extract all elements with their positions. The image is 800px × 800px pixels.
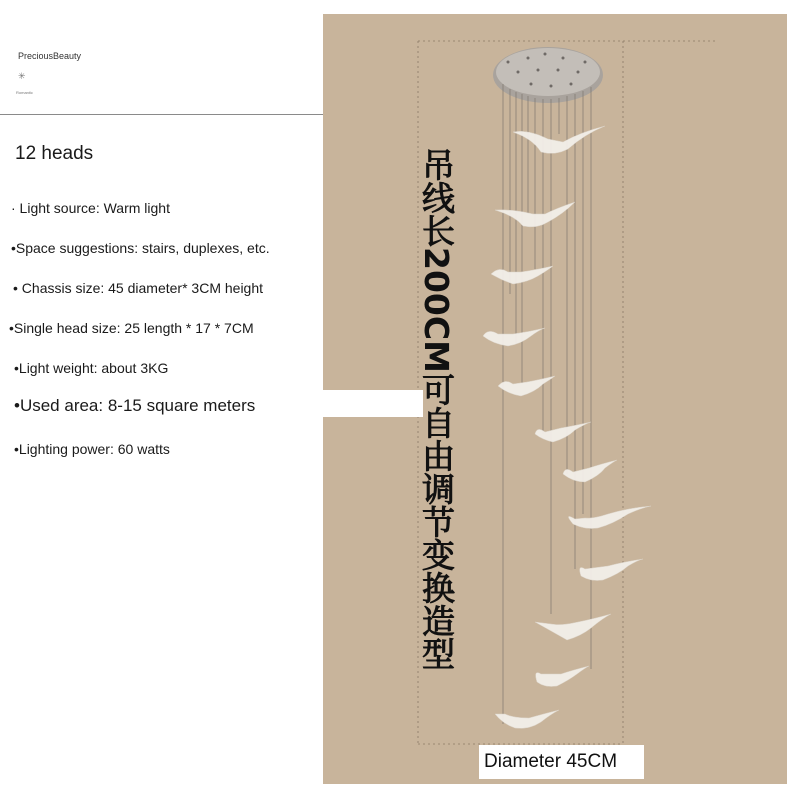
bird-6 bbox=[535, 422, 591, 442]
vertical-caption: 吊线长200CM可自由调节变换造型 bbox=[417, 148, 456, 670]
bird-10 bbox=[535, 614, 611, 640]
white-overlay-band bbox=[323, 390, 423, 417]
brand-logo-icon: ✳ bbox=[18, 71, 26, 81]
bird-4 bbox=[483, 328, 545, 346]
spec-used-area: •Used area: 8-15 square meters bbox=[14, 396, 256, 415]
bird-9 bbox=[580, 559, 643, 581]
spec-light-source: · Light source: Warm light bbox=[11, 200, 170, 216]
bird-7 bbox=[563, 460, 617, 482]
spec-weight: •Light weight: about 3KG bbox=[14, 360, 169, 376]
heads-title: 12 heads bbox=[15, 143, 94, 164]
spec-space-suggestions: •Space suggestions: stairs, duplexes, etc. bbox=[11, 240, 270, 256]
bird-5 bbox=[498, 376, 555, 396]
spec-power: •Lighting power: 60 watts bbox=[14, 441, 170, 457]
header-divider bbox=[0, 114, 323, 115]
bird-8 bbox=[568, 506, 651, 529]
canopy-top bbox=[496, 48, 600, 96]
brand-subtitle: Romantic bbox=[16, 90, 33, 95]
spec-chassis-size: • Chassis size: 45 diameter* 3CM height bbox=[13, 280, 264, 296]
brand-name: PreciousBeauty bbox=[18, 51, 82, 61]
diameter-label: Diameter 45CM bbox=[479, 745, 644, 779]
spec-head-size: •Single head size: 25 length * 17 * 7CM bbox=[9, 320, 254, 336]
bird-12 bbox=[495, 710, 559, 728]
bird-11 bbox=[536, 666, 589, 687]
